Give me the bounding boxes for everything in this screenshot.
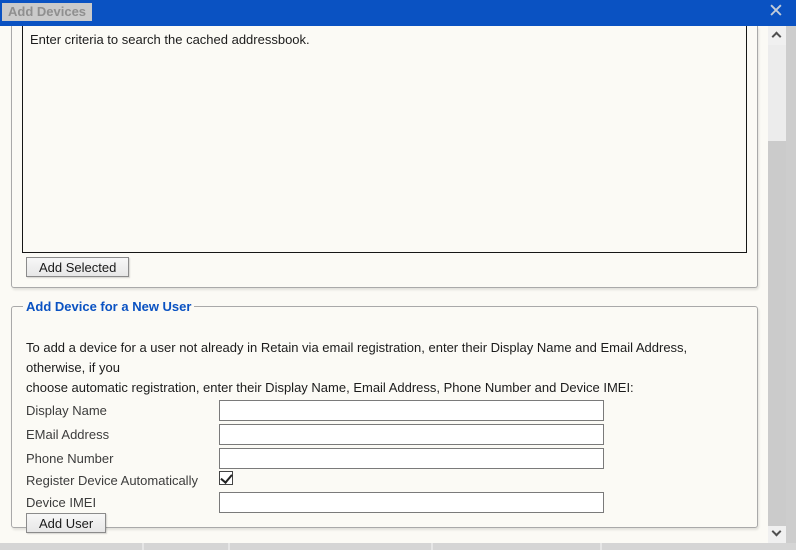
- add-user-button[interactable]: Add User: [26, 513, 106, 533]
- scrollbar-thumb[interactable]: [768, 141, 786, 526]
- phone-number-label: Phone Number: [26, 451, 114, 466]
- background-table-divider: [431, 543, 433, 550]
- addressbook-search-panel: [11, 26, 758, 288]
- display-name-field[interactable]: [219, 400, 604, 421]
- display-name-label: Display Name: [26, 403, 107, 418]
- dialog-body: [0, 26, 786, 543]
- dialog-title: Add Devices: [2, 3, 92, 21]
- vertical-scrollbar[interactable]: [768, 26, 786, 543]
- phone-number-field[interactable]: [219, 448, 604, 469]
- register-automatically-checkbox[interactable]: [219, 471, 233, 485]
- register-automatically-row: [26, 470, 744, 486]
- search-prompt-text: Enter criteria to search the cached addressbook.: [30, 32, 310, 47]
- email-address-field[interactable]: [219, 424, 604, 445]
- device-imei-row: [26, 492, 744, 514]
- close-icon[interactable]: ✕: [768, 1, 784, 22]
- display-name-row: [26, 400, 744, 422]
- scroll-down-button[interactable]: [768, 526, 786, 543]
- background-table-header-strip: [0, 543, 796, 550]
- chevron-down-icon: [772, 527, 782, 537]
- new-user-legend: Add Device for a New User: [26, 299, 192, 314]
- email-address-row: [26, 424, 744, 446]
- background-table-divider: [600, 543, 602, 550]
- new-user-instructions: [26, 338, 744, 398]
- phone-number-row: [26, 448, 744, 470]
- device-imei-field[interactable]: [219, 492, 604, 513]
- instructions-line-1: To add a device for a user not already in Retain via email registration, enter their Display Name and Email Address, otherwise, if you: [26, 340, 688, 375]
- register-automatically-label: Register Device Automatically: [26, 473, 198, 488]
- scroll-up-button[interactable]: [768, 26, 786, 45]
- instructions-line-2: choose automatic registration, enter their Display Name, Email Address, Phone Number and Device IMEI:: [26, 380, 634, 395]
- chevron-up-icon: [772, 32, 782, 42]
- dialog-titlebar: [0, 0, 796, 26]
- new-user-fieldset: [11, 299, 758, 531]
- add-selected-button[interactable]: Add Selected: [26, 257, 129, 277]
- background-table-divider: [142, 543, 144, 550]
- page-edge-strip: [786, 26, 796, 543]
- email-address-label: EMail Address: [26, 427, 110, 442]
- addressbook-results-box: [22, 26, 747, 253]
- background-table-divider: [228, 543, 230, 550]
- device-imei-label: Device IMEI: [26, 495, 97, 510]
